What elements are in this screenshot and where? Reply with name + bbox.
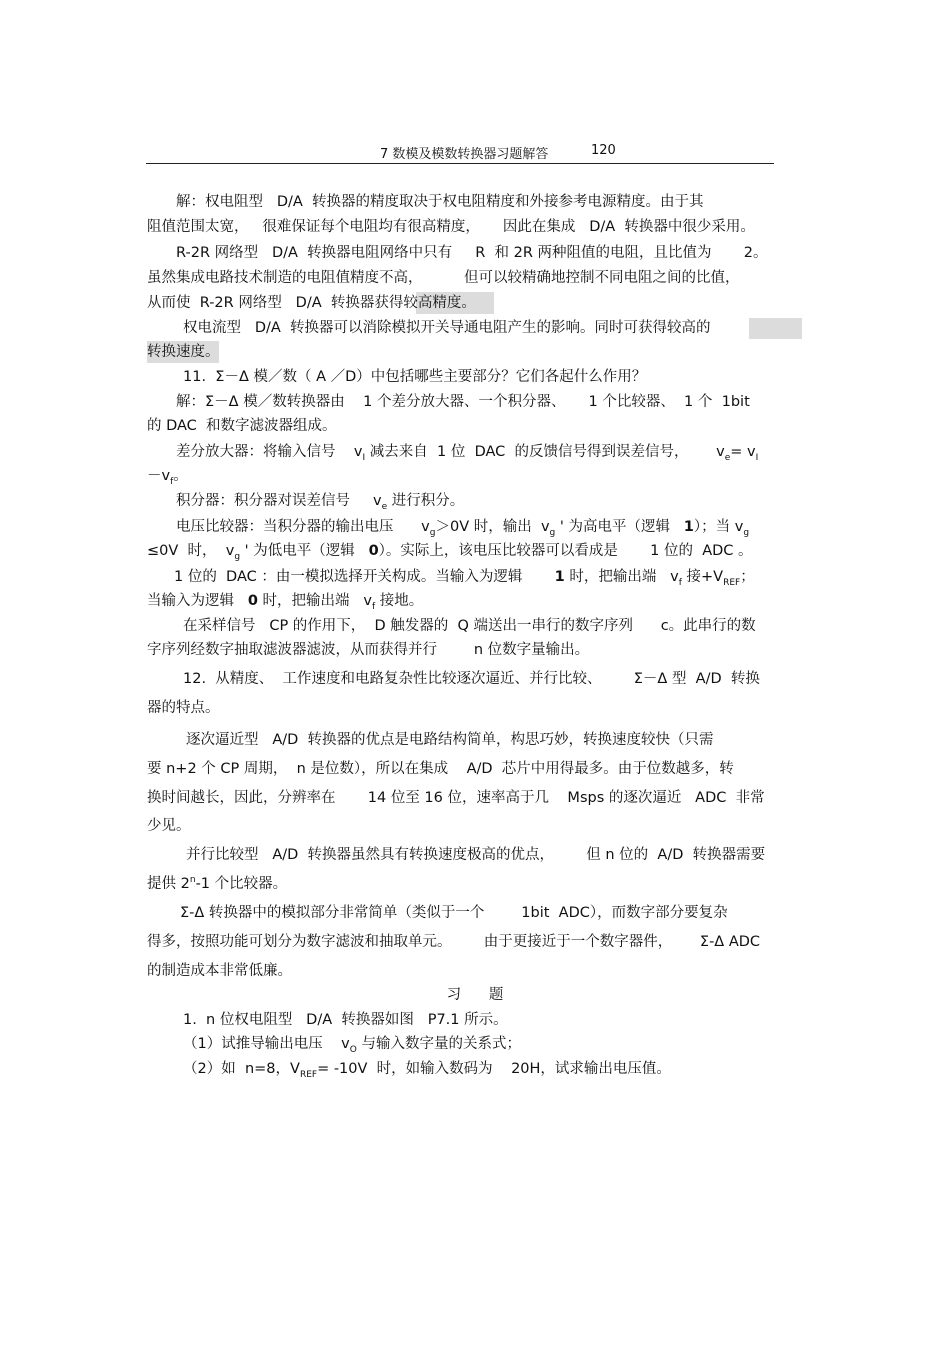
answer-11-line2: 的 DAC 和数字滤波器组成。: [147, 418, 337, 434]
sar-line4: 少见。: [147, 818, 191, 834]
sar-line2: 要 n+2 个 CP 周期， n 是位数），所以在集成 A/D 芯片中用得最多。由于位数越多，转: [147, 761, 734, 777]
sigma-delta-line1: Σ-Δ 转换器中的模拟部分非常简单（类似于一个 1bit ADC），而数字部分要复杂: [180, 905, 728, 921]
answer-11-line1: 解：Σ－Δ 模／数转换器由 1 个差分放大器、一个积分器、 1 个比较器、 1 个 1bit: [176, 394, 750, 410]
sigma-delta-line3: 的制造成本非常低廉。: [147, 963, 292, 979]
weighted-current-line1: 权电流型 D/A 转换器可以消除模拟开关导通电阻产生的影响。同时可获得较高的: [183, 320, 711, 336]
comparator-line1: 电压比较器：当积分器的输出电压 $v_g>0V$ 时，输出 $v_g$ ' 为高电平（逻辑 1）；当 $v_g$: [176, 519, 750, 538]
sar-line3: 换时间越长，因此，分辨率在 14 位至 16 位，速率高于几 Msps 的逐次逼近 ADC 非常: [147, 790, 765, 806]
diff-amp-line1: 差分放大器：将输入信号 $v_I$ 减去来自 1 位 DAC 的反馈信号得到误差信号， $v_e= v_I$: [176, 444, 759, 463]
question-12-line2: 器的特点。: [147, 700, 220, 716]
flash-line1: 并行比较型 A/D 转换器虽然具有转换速度极高的优点， 但 n 位的 A/D 转换器需要: [186, 847, 766, 863]
sigma-delta-line2: 得多，按照功能可划分为数字滤波和抽取单元。 由于更接近于一个数字器件， Σ-Δ ADC: [147, 934, 761, 950]
r2r-line3: 从而使 R-2R 网络型 D/A 转换器获得较高精度。: [147, 295, 476, 311]
page-number: 120: [591, 143, 616, 158]
highlight-mark: [749, 318, 802, 339]
integrator-line: 积分器：积分器对误差信号 $v_e$ 进行积分。: [176, 493, 465, 512]
exercise-1-line1: 1. n 位权电阻型 D/A 转换器如图 P7.1 所示。: [183, 1012, 508, 1028]
comparator-line2: ≤0V 时， $v_g$ ' 为低电平（逻辑 0）。实际上，该电压比较器可以看成是 1 位的 ADC 。: [147, 543, 753, 562]
dac-1bit-line1: 1 位的 DAC ：由一模拟选择开关构成。当输入为逻辑 1 时，把输出端 $v_f$ 接$+V_{REF}$；: [174, 569, 755, 588]
exercise-1-part2: （2）如 n=8，$V_{REF}= -10V$ 时，如输入数码为 20H，试求输出电压值。: [183, 1061, 671, 1080]
section-title: 习 题: [446, 987, 504, 1003]
exercise-1-part1: （1）试推导输出电压 $v_O$ 与输入数字量的关系式；: [183, 1036, 521, 1055]
r2r-line2: 虽然集成电路技术制造的电阻值精度不高， 但可以较精确地控制不同电阻之间的比值，: [147, 270, 740, 286]
header-title: 7 数模及模数转换器习题解答: [380, 147, 549, 162]
page-header: [146, 143, 774, 164]
dac-1bit-line2: 当输入为逻辑 0 时，把输出端 $v_f$ 接地。: [147, 593, 424, 612]
sampling-line1: 在采样信号 CP 的作用下， D 触发器的 Q 端送出一串行的数字序列 c。此串行的数: [183, 618, 756, 634]
r2r-line1: R-2R 网络型 D/A 转换器电阻网络中只有 R 和 2R 两种阻值的电阻，且比值为 2。: [176, 245, 768, 261]
sampling-line2: 字序列经数字抽取滤波器滤波，从而获得并行 n 位数字量输出。: [147, 642, 590, 658]
diff-amp-line2: $-v_f$。: [147, 468, 188, 487]
answer-weighted-resistor-line1: 解：权电阻型 D/A 转换器的精度取决于权电阻精度和外接参考电源精度。由于其: [176, 194, 704, 210]
question-11: 11. Σ－Δ 模／数（ A ／D）中包括哪些主要部分？它们各起什么作用？: [183, 369, 647, 385]
weighted-current-line2: 转换速度。: [147, 344, 220, 360]
answer-weighted-resistor-line2: 阻值范围太宽， 很难保证每个电阻均有很高精度， 因此在集成 D/A 转换器中很少采用。: [147, 219, 755, 235]
flash-line2: 提供 2$^n$-1 个比较器。: [147, 875, 288, 892]
question-12-line1: 12. 从精度、 工作速度和电路复杂性比较逐次逼近、并行比较、 Σ－Δ 型 A/D 转换: [183, 671, 760, 687]
sar-line1: 逐次逼近型 A/D 转换器的优点是电路结构简单，构思巧妙，转换速度较快（只需: [186, 732, 714, 748]
